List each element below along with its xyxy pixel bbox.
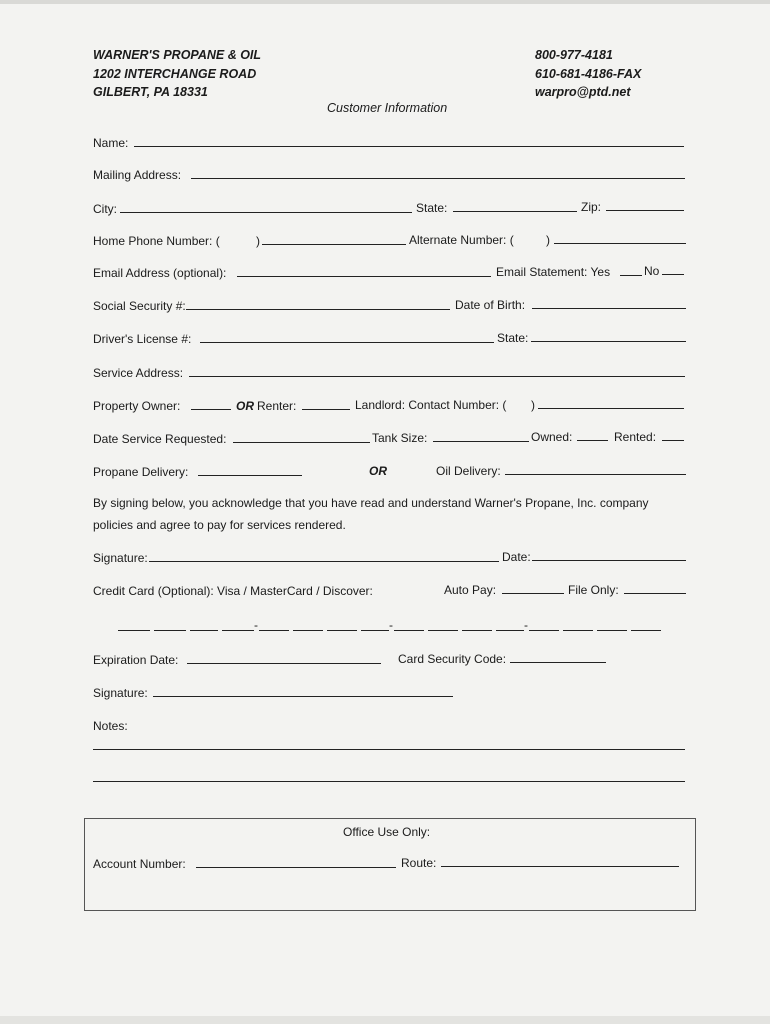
email-statement-no-field[interactable] bbox=[662, 274, 684, 275]
signature-label: Signature: bbox=[93, 551, 148, 565]
service-address-field[interactable] bbox=[189, 376, 685, 377]
acknowledgement-line-2: policies and agree to pay for services rendered. bbox=[93, 518, 346, 532]
notes-line-2[interactable] bbox=[93, 781, 685, 782]
date-field[interactable] bbox=[532, 560, 686, 561]
card-digit-blank[interactable] bbox=[428, 630, 458, 631]
company-name: WARNER'S PROPANE & OIL bbox=[93, 48, 262, 62]
form-title: Customer Information bbox=[327, 101, 448, 115]
card-digit-blank[interactable] bbox=[563, 630, 593, 631]
route-label: Route: bbox=[401, 856, 437, 870]
auto-pay-label: Auto Pay: bbox=[444, 583, 497, 597]
scan-edge-top bbox=[0, 0, 770, 4]
scan-edge-bottom bbox=[0, 1016, 770, 1024]
company-email: warpro@ptd.net bbox=[535, 85, 631, 99]
email-address-field[interactable] bbox=[237, 276, 491, 277]
date-service-requested-label: Date Service Requested: bbox=[93, 432, 227, 446]
tank-size-field[interactable] bbox=[433, 441, 529, 442]
home-phone-close: ) bbox=[256, 234, 260, 248]
signature-label-2: Signature: bbox=[93, 686, 148, 700]
date-label: Date: bbox=[502, 550, 531, 564]
drivers-license-field[interactable] bbox=[200, 342, 494, 343]
card-digit-blank[interactable] bbox=[394, 630, 424, 631]
notes-line-1[interactable] bbox=[93, 749, 685, 750]
dob-label: Date of Birth: bbox=[455, 298, 526, 312]
email-address-label: Email Address (optional): bbox=[93, 266, 227, 280]
account-number-label: Account Number: bbox=[93, 857, 186, 871]
ssn-label: Social Security #: bbox=[93, 299, 186, 313]
landlord-contact-field[interactable] bbox=[538, 408, 684, 409]
company-street: 1202 INTERCHANGE ROAD bbox=[93, 67, 257, 81]
ssn-field[interactable] bbox=[186, 309, 450, 310]
owned-label: Owned: bbox=[531, 430, 573, 444]
card-digit-blank[interactable] bbox=[361, 630, 389, 631]
state-field[interactable] bbox=[453, 211, 577, 212]
card-digit-blank[interactable] bbox=[327, 630, 357, 631]
oil-delivery-field[interactable] bbox=[505, 474, 686, 475]
notes-label: Notes: bbox=[93, 719, 128, 733]
email-statement-yes-label: Email Statement: Yes bbox=[496, 265, 611, 279]
state-label: State: bbox=[416, 201, 448, 215]
owned-field[interactable] bbox=[577, 440, 608, 441]
card-digit-blank[interactable] bbox=[597, 630, 627, 631]
zip-field[interactable] bbox=[606, 210, 684, 211]
office-use-title: Office Use Only: bbox=[343, 825, 431, 839]
date-service-requested-field[interactable] bbox=[233, 442, 370, 443]
drivers-license-label: Driver's License #: bbox=[93, 332, 192, 346]
company-phone: 800-977-4181 bbox=[535, 48, 613, 62]
file-only-field[interactable] bbox=[624, 593, 686, 594]
city-field[interactable] bbox=[120, 212, 412, 213]
oil-delivery-label: Oil Delivery: bbox=[436, 464, 501, 478]
landlord-contact-close: ) bbox=[531, 398, 535, 412]
renter-field[interactable] bbox=[302, 409, 350, 410]
expiration-date-label: Expiration Date: bbox=[93, 653, 179, 667]
card-security-code-label: Card Security Code: bbox=[398, 652, 507, 666]
alternate-number-label: Alternate Number: ( bbox=[409, 233, 514, 247]
route-field[interactable] bbox=[441, 866, 679, 867]
card-number-dash-2: - bbox=[389, 618, 393, 632]
property-owner-field[interactable] bbox=[191, 409, 231, 410]
mailing-address-label: Mailing Address: bbox=[93, 168, 182, 182]
tank-size-label: Tank Size: bbox=[372, 431, 428, 445]
home-phone-label: Home Phone Number: ( bbox=[93, 234, 220, 248]
company-fax: 610-681-4186-FAX bbox=[535, 67, 642, 81]
card-digit-blank[interactable] bbox=[118, 630, 150, 631]
card-number-dash-1: - bbox=[254, 618, 258, 632]
rented-label: Rented: bbox=[614, 430, 657, 444]
dl-state-field[interactable] bbox=[531, 341, 686, 342]
card-digit-blank[interactable] bbox=[154, 630, 186, 631]
card-digit-blank[interactable] bbox=[259, 630, 289, 631]
card-digit-blank[interactable] bbox=[190, 630, 218, 631]
card-digit-blank[interactable] bbox=[462, 630, 492, 631]
acknowledgement-line-1: By signing below, you acknowledge that you have read and understand Warner's Propane, Inc. company bbox=[93, 496, 649, 510]
rented-field[interactable] bbox=[662, 440, 684, 441]
card-digit-blank[interactable] bbox=[631, 630, 661, 631]
service-address-label: Service Address: bbox=[93, 366, 184, 380]
card-digit-blank[interactable] bbox=[496, 630, 524, 631]
propane-delivery-label: Propane Delivery: bbox=[93, 465, 189, 479]
credit-card-label: Credit Card (Optional): Visa / MasterCard / Discover: bbox=[93, 584, 373, 598]
or-label: OR bbox=[236, 399, 254, 413]
mailing-address-field[interactable] bbox=[191, 178, 685, 179]
name-field[interactable] bbox=[134, 146, 684, 147]
name-label: Name: bbox=[93, 136, 129, 150]
card-digit-blank[interactable] bbox=[222, 630, 254, 631]
renter-label: Renter: bbox=[257, 399, 297, 413]
dob-field[interactable] bbox=[532, 308, 686, 309]
company-city-line: GILBERT, PA 18331 bbox=[93, 85, 208, 99]
card-security-code-field[interactable] bbox=[510, 662, 606, 663]
card-number-dash-3: - bbox=[524, 618, 528, 632]
card-digit-blank[interactable] bbox=[293, 630, 323, 631]
zip-label: Zip: bbox=[581, 200, 602, 214]
expiration-date-field[interactable] bbox=[187, 663, 381, 664]
property-owner-label: Property Owner: bbox=[93, 399, 181, 413]
or-label-2: OR bbox=[369, 464, 387, 478]
email-statement-yes-field[interactable] bbox=[620, 275, 642, 276]
auto-pay-field[interactable] bbox=[502, 593, 564, 594]
dl-state-label: State: bbox=[497, 331, 529, 345]
account-number-field[interactable] bbox=[196, 867, 396, 868]
alternate-number-field[interactable] bbox=[554, 243, 686, 244]
signature-field-2[interactable] bbox=[153, 696, 453, 697]
propane-delivery-field[interactable] bbox=[198, 475, 302, 476]
city-label: City: bbox=[93, 202, 117, 216]
file-only-label: File Only: bbox=[568, 583, 619, 597]
landlord-contact-label: Landlord: Contact Number: ( bbox=[355, 398, 507, 412]
signature-field[interactable] bbox=[149, 561, 499, 562]
card-digit-blank[interactable] bbox=[529, 630, 559, 631]
email-statement-no-label: No bbox=[644, 264, 660, 278]
alternate-number-close: ) bbox=[546, 233, 550, 247]
home-phone-field[interactable] bbox=[262, 244, 406, 245]
